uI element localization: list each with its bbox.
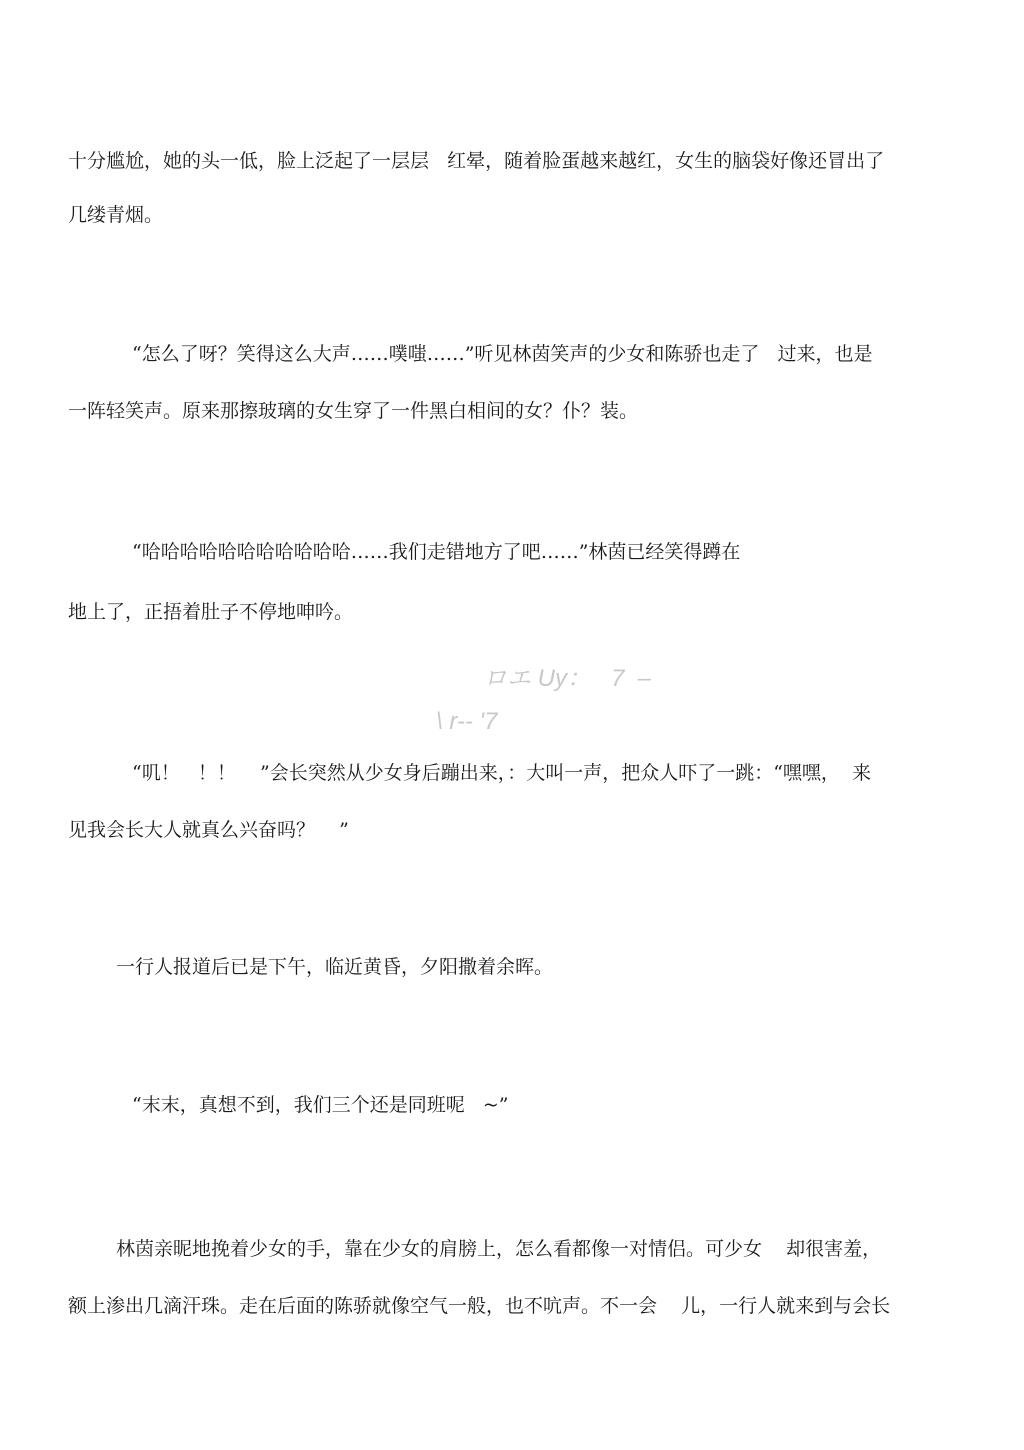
paragraph-2-line-1: “怎么了呀？笑得这么大声……噗嗤……”听见林茵笑声的少女和陈骄也走了 过来，也是 — [132, 343, 873, 365]
paragraph-5-line-1: 一行人报道后已是下午，临近黄昏，夕阳撒着余晖。 — [116, 956, 554, 978]
paragraph-7-line-2: 额上渗出几滴汗珠。走在后面的陈骄就像空气一般，也不吭声。不一会 儿，一行人就来到与会长 — [68, 1295, 891, 1317]
paragraph-7-line-1: 林茵亲昵地挽着少女的手，靠在少女的肩膀上，怎么看都像一对情侣。可少女 却很害羞， — [116, 1238, 882, 1260]
paragraph-4-line-2: 见我会长大人就真么兴奋吗？ ” — [68, 819, 349, 841]
scan-artifact-2: \ r-- '7 — [436, 708, 498, 735]
paragraph-1-line-2: 几缕青烟。 — [68, 204, 164, 226]
paragraph-6-line-1: “末末，真想不到，我们三个还是同班呢 ~” — [132, 1094, 509, 1116]
scan-artifact-1: ロエ Uy： 7 – — [483, 665, 652, 692]
paragraph-2-line-2: 一阵轻笑声。原来那擦玻璃的女生穿了一件黑白相间的女？仆？装。 — [68, 400, 639, 422]
paragraph-1-line-1: 十分尴尬，她的头一低，脸上泛起了一层层 红晕，随着脸蛋越来越红，女生的脑袋好像还冒出了 — [68, 150, 885, 172]
paragraph-3-line-1: “哈哈哈哈哈哈哈哈哈哈哈……我们走错地方了吧……”林茵已经笑得蹲在 — [132, 541, 741, 563]
paragraph-3-line-2: 地上了，正捂着肚子不停地呻吟。 — [68, 601, 354, 623]
paragraph-4-line-1: “叽！ ！！ ”会长突然从少女身后蹦出来，：大叫一声，把众人吓了一跳：“嘿嘿， 来 — [132, 762, 871, 784]
